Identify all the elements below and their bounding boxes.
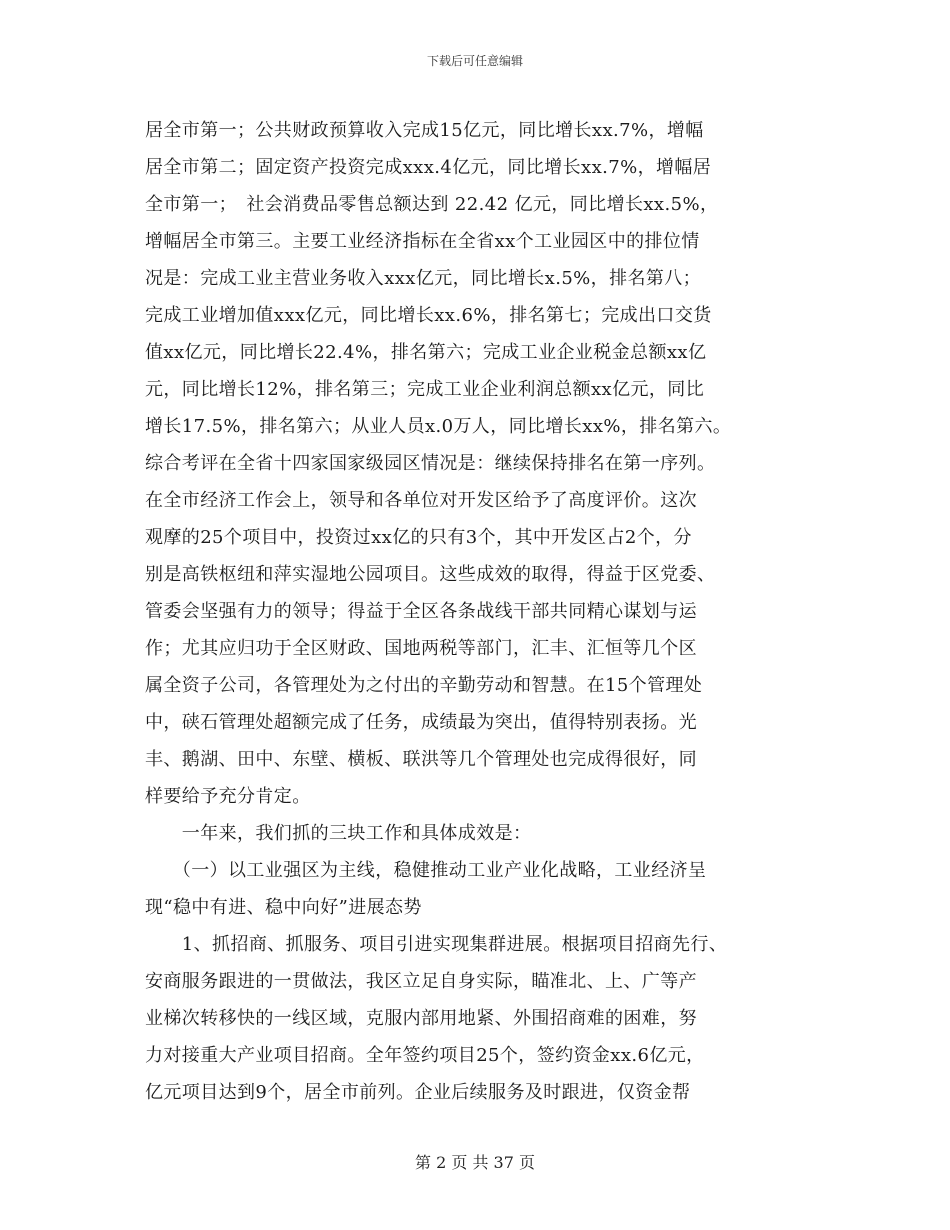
text-line: 管委会坚强有力的领导；得益于全区各条战线干部共同精心谋划与运 xyxy=(145,601,697,622)
text-line: 居全市第一；公共财政预算收入完成15亿元，同比增长xx.7%，增幅 xyxy=(145,120,704,141)
text-line: 属全资子公司，各管理处为之付出的辛勤劳动和智慧。在15个管理处 xyxy=(145,675,703,696)
text-line: 增长17.5%，排名第六；从业人员x.0万人，同比增长xx%，排名第六。 xyxy=(145,416,732,437)
text-line: 值xx亿元，同比增长22.4%，排名第六；完成工业企业税金总额xx亿 xyxy=(145,342,707,363)
text-line: 丰、鹅湖、田中、东壁、横板、联洪等几个管理处也完成得很好，同 xyxy=(145,749,697,770)
text-line: 观摩的25个项目中，投资过xx亿的只有3个，其中开发区占2个，分 xyxy=(145,527,692,548)
text-line: 全市第一； 社会消费品零售总额达到 22.42 亿元，同比增长xx.5%， xyxy=(145,194,719,215)
text-line: 在全市经济工作会上，领导和各单位对开发区给予了高度评价。这次 xyxy=(145,490,697,511)
text-line: 况是：完成工业主营业务收入xxx亿元，同比增长x.5%，排名第八； xyxy=(145,268,702,289)
text-line: 作；尤其应归功于全区财政、国地两税等部门，汇丰、汇恒等几个区 xyxy=(145,638,697,659)
text-line: 完成工业增加值xxx亿元，同比增长xx.6%，排名第七；完成出口交货 xyxy=(145,305,712,326)
text-line: 综合考评在全省十四家国家级园区情况是：继续保持排名在第一序列。 xyxy=(145,453,716,474)
paragraph-line: 一年来，我们抓的三块工作和具体成效是： xyxy=(145,823,532,844)
text-line: 别是高铁枢纽和萍实湿地公园项目。这些成效的取得，得益于区党委、 xyxy=(145,564,716,585)
text-line: 安商服务跟进的一贯做法，我区立足自身实际，瞄准北、上、广等产 xyxy=(145,971,697,992)
header-note: 下载后可任意编辑 xyxy=(426,54,523,68)
text-line: 居全市第二；固定资产投资完成xxx.4亿元，同比增长xx.7%，增幅居 xyxy=(145,157,712,178)
text-line: 亿元项目达到9个，居全市前列。企业后续服务及时跟进，仅资金帮 xyxy=(145,1082,691,1103)
text-line: 业梯次转移快的一线区域，克服内部用地紧、外围招商难的困难，努 xyxy=(145,1008,697,1029)
text-line: 中，硖石管理处超额完成了任务，成绩最为突出，值得特别表扬。光 xyxy=(145,712,697,733)
text-line: 增幅居全市第三。主要工业经济指标在全省xx个工业园区中的排位情 xyxy=(145,231,700,252)
section-heading-line: 现“稳中有进、稳中向好”进展态势 xyxy=(145,897,422,918)
section-heading-line: （一）以工业强区为主线，稳健推动工业产业化战略，工业经济呈 xyxy=(145,860,707,881)
text-line: 样要给予充分肯定。 xyxy=(145,786,311,807)
page-footer: 第 2 页 共 37 页 xyxy=(415,1153,535,1172)
body-text xyxy=(145,112,825,1111)
text-line: 力对接重大产业项目招商。全年签约项目25个，签约资金xx.6亿元， xyxy=(145,1045,705,1066)
text-line: 元，同比增长12%，排名第三；完成工业企业利润总额xx亿元，同比 xyxy=(145,379,705,400)
paragraph-line: 1、抓招商、抓服务、项目引进实现集群进展。根据项目招商先行、 xyxy=(145,934,728,955)
